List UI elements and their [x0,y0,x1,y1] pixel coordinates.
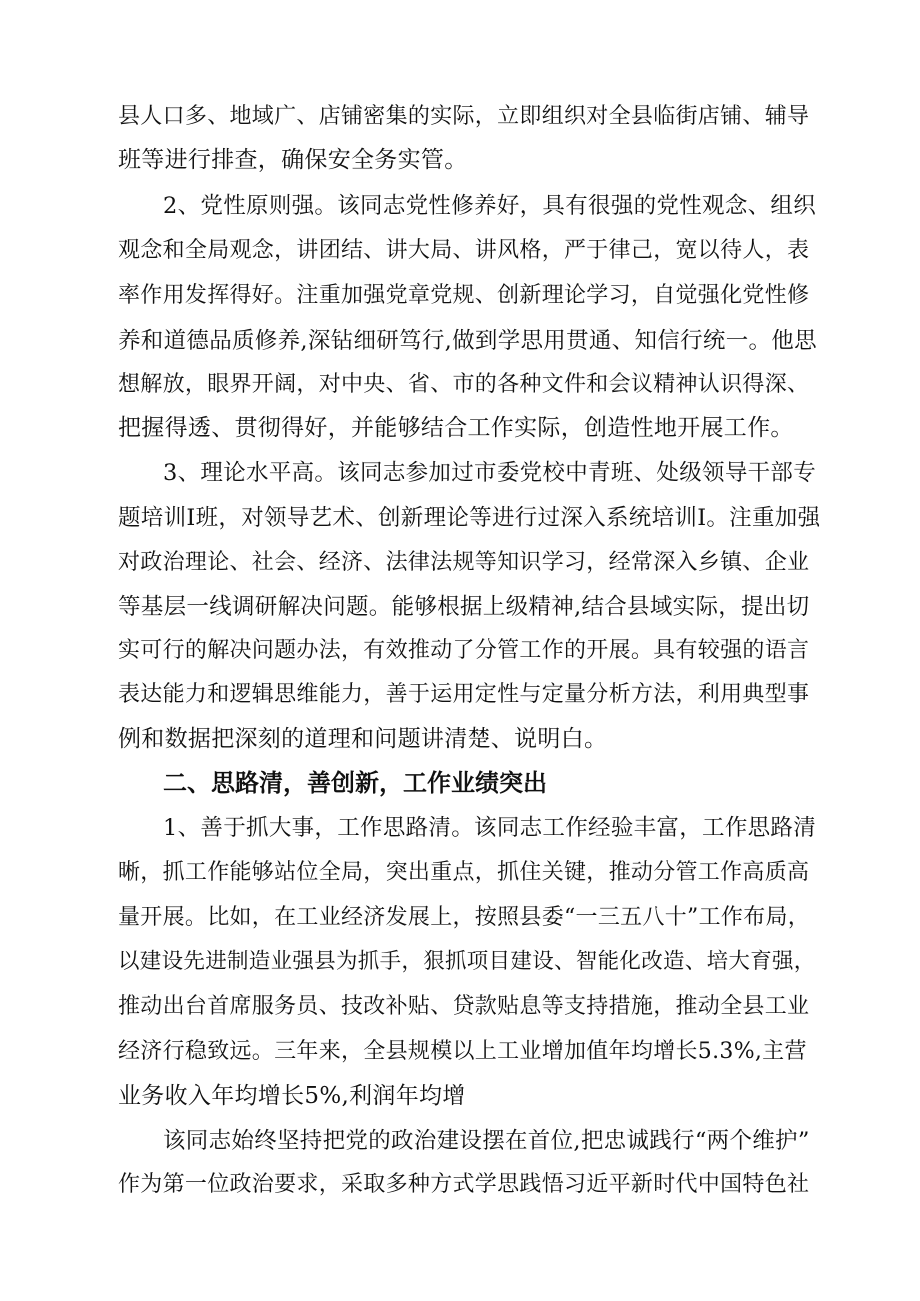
text-line: 2、党性原则强。该同志党性修养好，具有很强的党性观念、组织 [163,193,817,219]
text-line: 1、善于抓大事，工作思路清。该同志工作经验丰富，工作思路清 [163,815,817,841]
text-line: 把握得透、贯彻得好，并能够结合工作实际，创造性地开展工作。 [118,415,794,441]
text-line: 题培训I班，对领导艺术、创新理论等进行过深入系统培训I。注重加强 [118,505,821,531]
text-line: 作为第一位政治要求，采取多种方式学思践悟习近平新时代中国特色社 [118,1172,810,1197]
text-line: 以建设先进制造业强县为抓手，狠抓项目建设、智能化改造、培大育强， [118,949,816,974]
text-line: 3、理论水平高。该同志参加过市委党校中青班、处级领导干部专 [163,460,817,486]
text-line: 想解放，眼界开阔，对中央、省、市的各种文件和会议精神认识得深、 [118,372,810,397]
section-heading: 二、思路清，善创新，工作业绩突出 [163,769,547,797]
text-line: 业务收入年均增长5%,利润年均增 [118,1083,466,1109]
text-line: 量开展。比如，在工业经济发展上，按照县委“一三五八十”工作布局， [118,905,811,930]
text-line: 晰，抓工作能够站位全局，突出重点，抓住关键，推动分管工作高质高 [118,860,810,885]
text-line: 养和道德品质修养,深钻细研笃行,做到学思用贯通、知信行统一。他思 [118,328,817,354]
text-line: 率作用发挥得好。注重加强党章党规、创新理论学习，自觉强化党性修 [118,283,810,308]
text-line: 观念和全局观念，讲团结、讲大局、讲风格，严于律己，宽以待人，表 [118,238,810,263]
text-line: 县人口多、地域广、店铺密集的实际，立即组织对全县临街店铺、辅导 [118,104,810,129]
text-line: 对政治理论、社会、经济、法律法规等知识学习，经常深入乡镇、企业 [118,550,810,575]
text-line: 班等进行排查，确保安全务实管。 [118,147,468,173]
text-line: 例和数据把深刻的道理和问题讲清楚、说明白。 [118,726,608,752]
text-line: 经济行稳致远。三年来，全县规模以上工业增加值年均增长5.3%,主营 [118,1039,807,1064]
text-line: 等基层一线调研解决问题。能够根据上级精神,结合县域实际，提出切 [118,594,810,620]
text-line: 推动出台首席服务员、技改补贴、贷款贴息等支持措施，推动全县工业 [118,994,810,1019]
text-line: 该同志始终坚持把党的政治建设摆在首位,把忠诚践行“两个维护” [163,1128,810,1154]
text-line: 实可行的解决问题办法，有效推动了分管工作的开展。具有较强的语言 [118,638,810,663]
text-line: 表达能力和逻辑思维能力，善于运用定性与定量分析方法，利用典型事 [118,682,810,707]
